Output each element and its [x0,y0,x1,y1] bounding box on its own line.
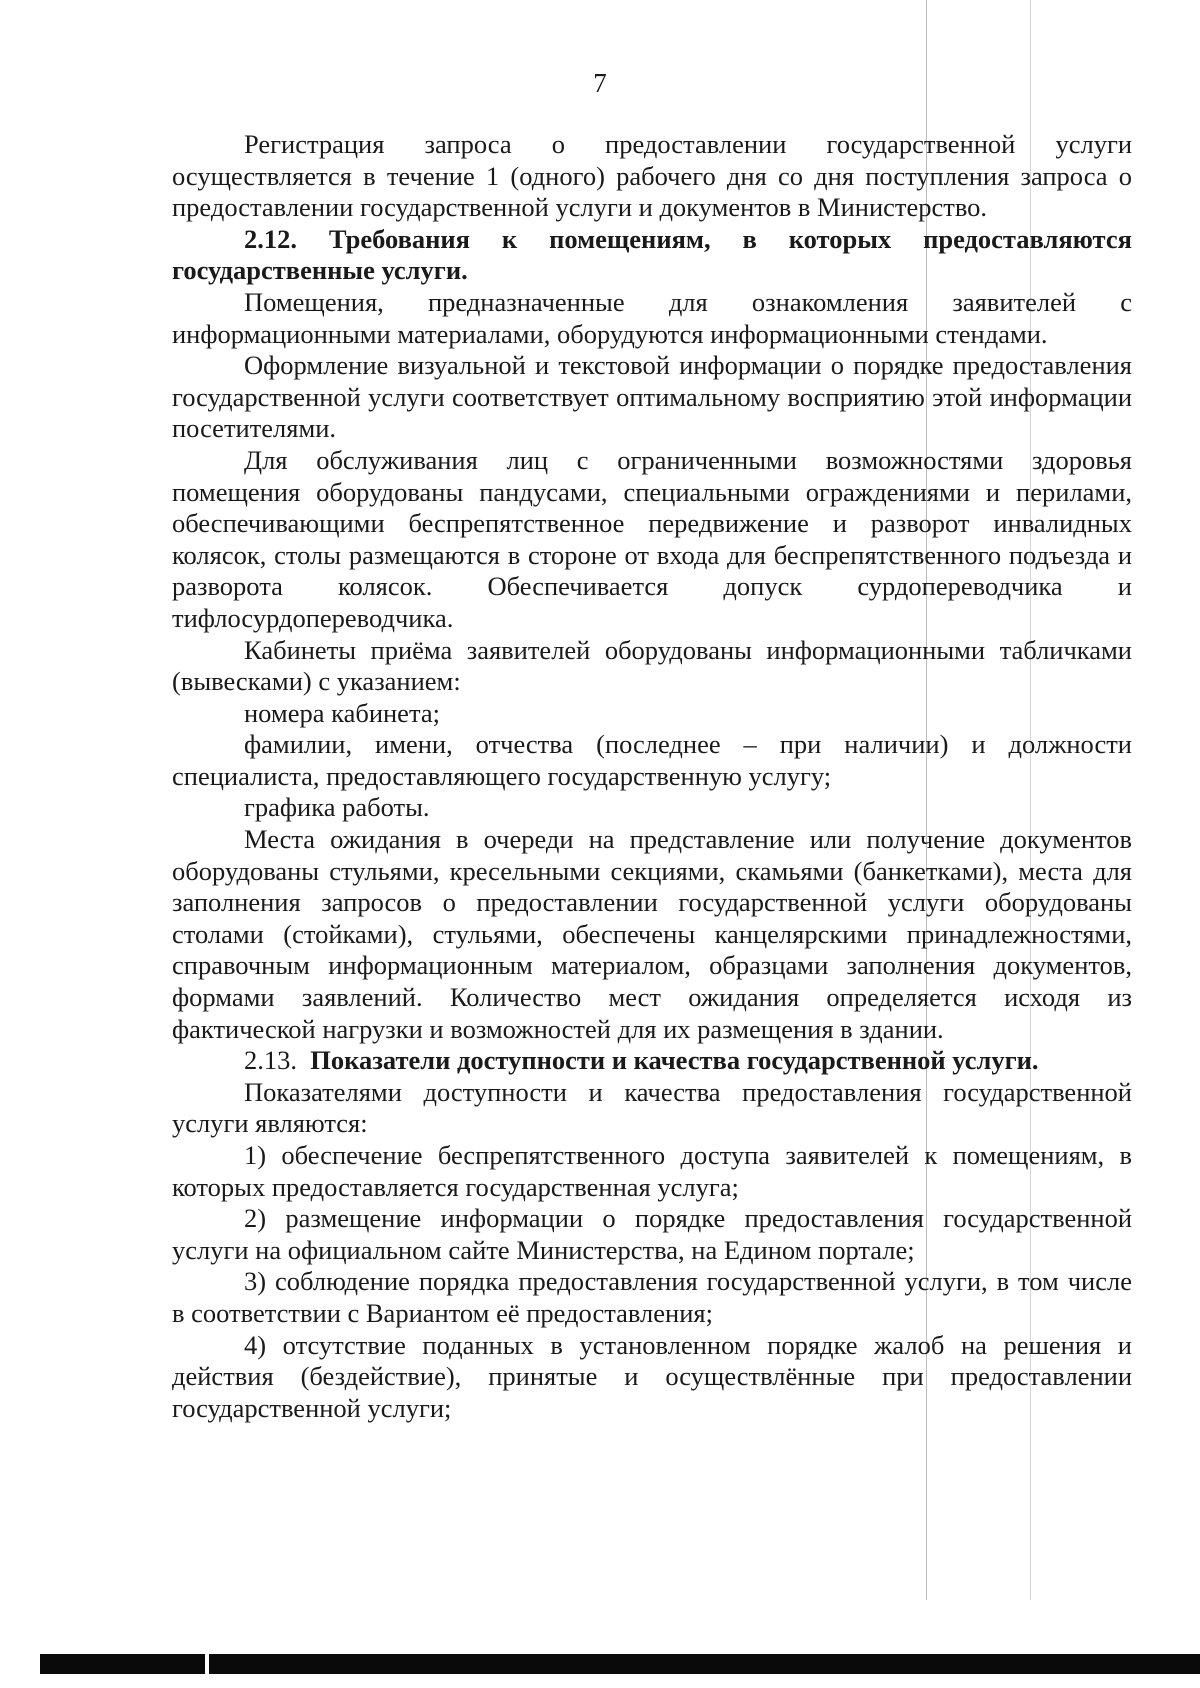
list-item-indicator-4: 4) отсутствие поданных в установленном порядке жалоб на решения и действия (бездействие), принятые и осуществлённые при предоставлении государственной услуги; [172,1329,1132,1423]
paragraph-visual-info: Оформление визуальной и текстовой информации о порядке предоставления государственной услуги соответствует оптимальному восприятию этой информации посетителями. [172,350,1132,444]
paragraph-accessibility: Для обслуживания лиц с ограниченными возможностями здоровья помещения оборудованы пандусами, специальными ограждениями и перилами, обеспечивающими беспрепятственное передвижение и разворот инвалидных колясок, столы размещаются в стороне от входа для беспрепятственного подъезда и разворота колясок. Обеспечивается допуск сурдопереводчика и тифлосурдопереводчика. [172,444,1132,633]
scan-fold-line [1030,0,1031,1600]
section-title: Показатели доступности и качества государственной услуги. [310,1045,1039,1076]
scan-fold-line [926,0,927,1600]
section-heading-2-13 [172,1045,1132,1077]
list-item-cabinet-number: номера кабинета; [244,697,440,728]
list-item-indicator-1: 1) обеспечение беспрепятственного доступа заявителей к помещениям, в которых предоставляется государственная услуга; [172,1140,1132,1202]
list-item-indicator-2: 2) размещение информации о порядке предоставления государственной услуги на официальном сайте Министерства, на Едином портале; [172,1203,1132,1265]
scan-edge-bar [40,1654,1200,1674]
page-number: 7 [593,68,607,98]
list-item-work-schedule: графика работы. [244,792,430,823]
section-heading-2-12: 2.12. Требования к помещениям, в которых предоставляются государственные услуги. [172,223,1132,286]
list-item-indicator-3: 3) соблюдение порядка предоставления государственной услуги, в том числе в соответствии с Вариантом её предоставления; [172,1266,1132,1328]
paragraph-waiting-areas: Места ожидания в очереди на представление или получение документов оборудованы стульями, кресельными секциями, скамьями (банкетками), места для заполнения запросов о предоставлении государственной услуги оборудованы столами (стойками), стульями, обеспечены канцелярскими принадлежностями, справочным информационным материалом, образцами заполнения документов, формами заявлений. Количество мест ожидания определяется исходя из фактической нагрузки и возможностей для их размещения в здании. [172,824,1132,1044]
list-item-specialist-name: фамилии, имени, отчества (последнее – при наличии) и должности специалиста, предоставляющего государственную услугу; [172,729,1132,791]
paragraph-registration: Регистрация запроса о предоставлении государственной услуги осуществляется в течение 1 (одного) рабочего дня со дня поступления запроса о предоставлении государственной услуги и документов в Министерство. [172,129,1132,223]
document-body [172,129,1132,1424]
scan-edge-gap [205,1654,209,1674]
section-number: 2.13. [244,1045,297,1076]
paragraph-cabinets: Кабинеты приёма заявителей оборудованы информационными табличками (вывесками) с указанием: [172,634,1132,697]
paragraph-indicators-intro: Показателями доступности и качества предоставления государственной услуги являются: [172,1076,1132,1139]
paragraph-premises: Помещения, предназначенные для ознакомления заявителей с информационными материалами, оборудуются информационными стендами. [172,286,1132,349]
